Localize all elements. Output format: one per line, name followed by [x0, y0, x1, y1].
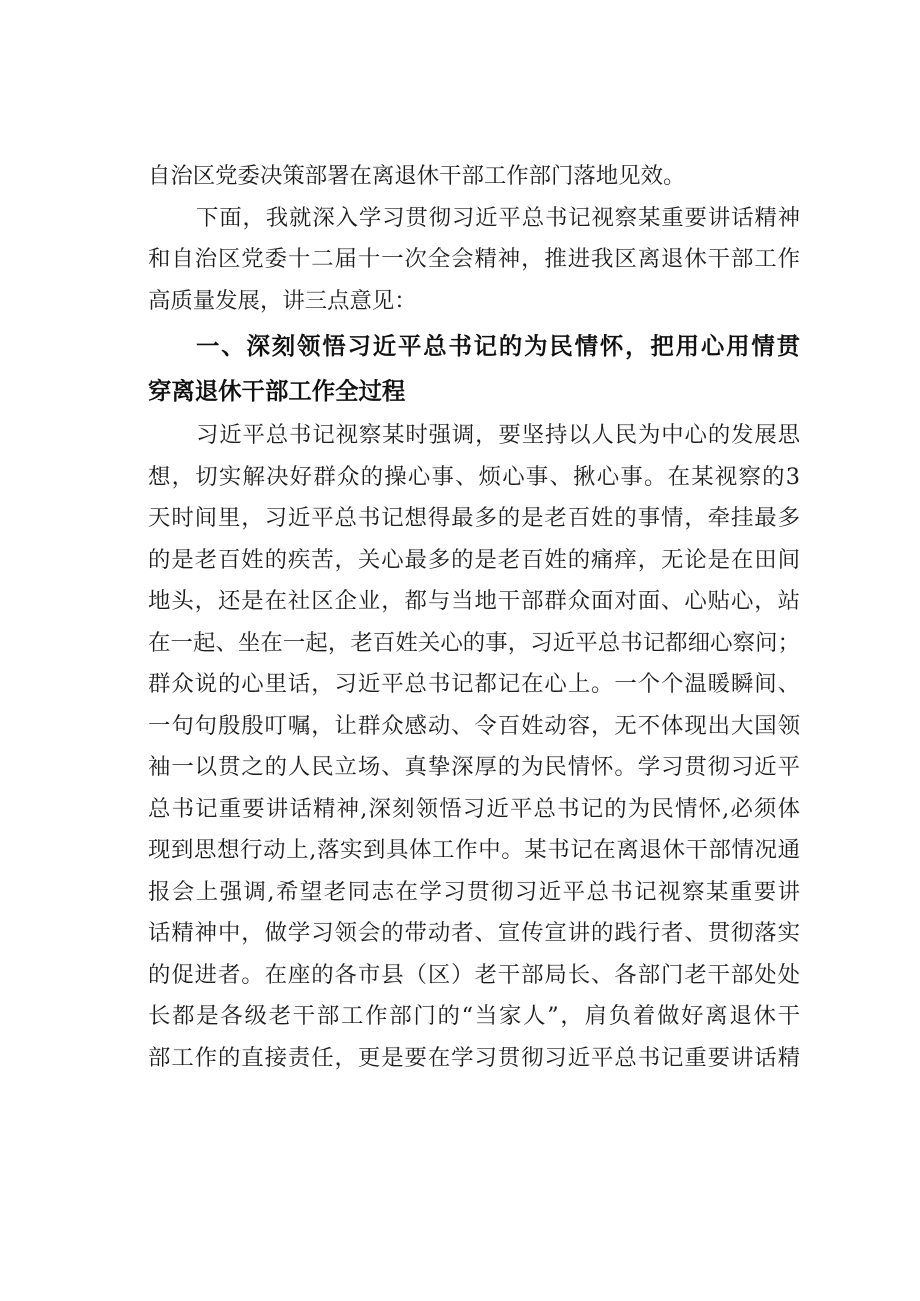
intro-tail-line: 自治区党委决策部署在离退休干部工作部门落地见效。 — [148, 163, 686, 189]
transition-line: 下面，我就深入学习贯彻习近平总书记视察某重要讲话精神 — [196, 204, 800, 231]
document-body — [148, 156, 800, 1079]
body-line: 袖一以贯之的人民立场、真挚深厚的为民情怀。学习贯彻习近平 — [148, 754, 800, 780]
body-line: 习近平总书记视察某时强调，要坚持以人民为中心的发展思 — [196, 422, 800, 448]
body-line: 一句句殷殷叮嘱，让群众感动、令百姓动容，无不体现出大国领 — [148, 712, 800, 739]
body-line: 长都是各级老干部工作部门的“当家人”，肩负着做好离退休干 — [148, 1003, 800, 1029]
body-line: 的促进者。在座的各市县（区）老干部局长、各部门老干部处处 — [148, 961, 800, 988]
body-line: 话精神中，做学习领会的带动者、宣传宣讲的践行者、贯彻落实 — [148, 920, 800, 946]
section-heading: 穿离退休干部工作全过程 — [148, 377, 406, 405]
body-line: 地头，还是在社区企业，都与当地干部群众面对面、心贴心，站 — [148, 588, 800, 614]
section-heading: 一、深刻领悟习近平总书记的为民情怀，把用心用情贯 — [196, 332, 800, 360]
body-line: 报会上强调,希望老同志在学习贯彻习近平总书记视察某重要讲 — [148, 878, 800, 905]
transition-line: 高质量发展，讲三点意见： — [148, 287, 417, 314]
body-line: 在一起、坐在一起，老百姓关心的事，习近平总书记都细心察问； — [148, 629, 800, 656]
body-line: 天时间里，习近平总书记想得最多的是老百姓的事情，牵挂最多 — [148, 505, 800, 531]
transition-line: 和自治区党委十二届十一次全会精神，推进我区离退休干部工作 — [148, 246, 800, 272]
body-line: 想，切实解决好群众的操心事、烦心事、揪心事。在某视察的3 — [148, 463, 800, 490]
body-line: 现到思想行动上,落实到具体工作中。某书记在离退休干部情况通 — [148, 837, 800, 863]
body-line: 群众说的心里话，习近平总书记都记在心上。一个个温暖瞬间、 — [148, 671, 800, 697]
body-line: 部工作的直接责任，更是要在学习贯彻习近平总书记重要讲话精 — [148, 1044, 800, 1071]
body-line: 总书记重要讲话精神,深刻领悟习近平总书记的为民情怀,必须体 — [148, 795, 800, 822]
body-line: 的是老百姓的疾苦，关心最多的是老百姓的痛痒，无论是在田间 — [148, 546, 800, 573]
